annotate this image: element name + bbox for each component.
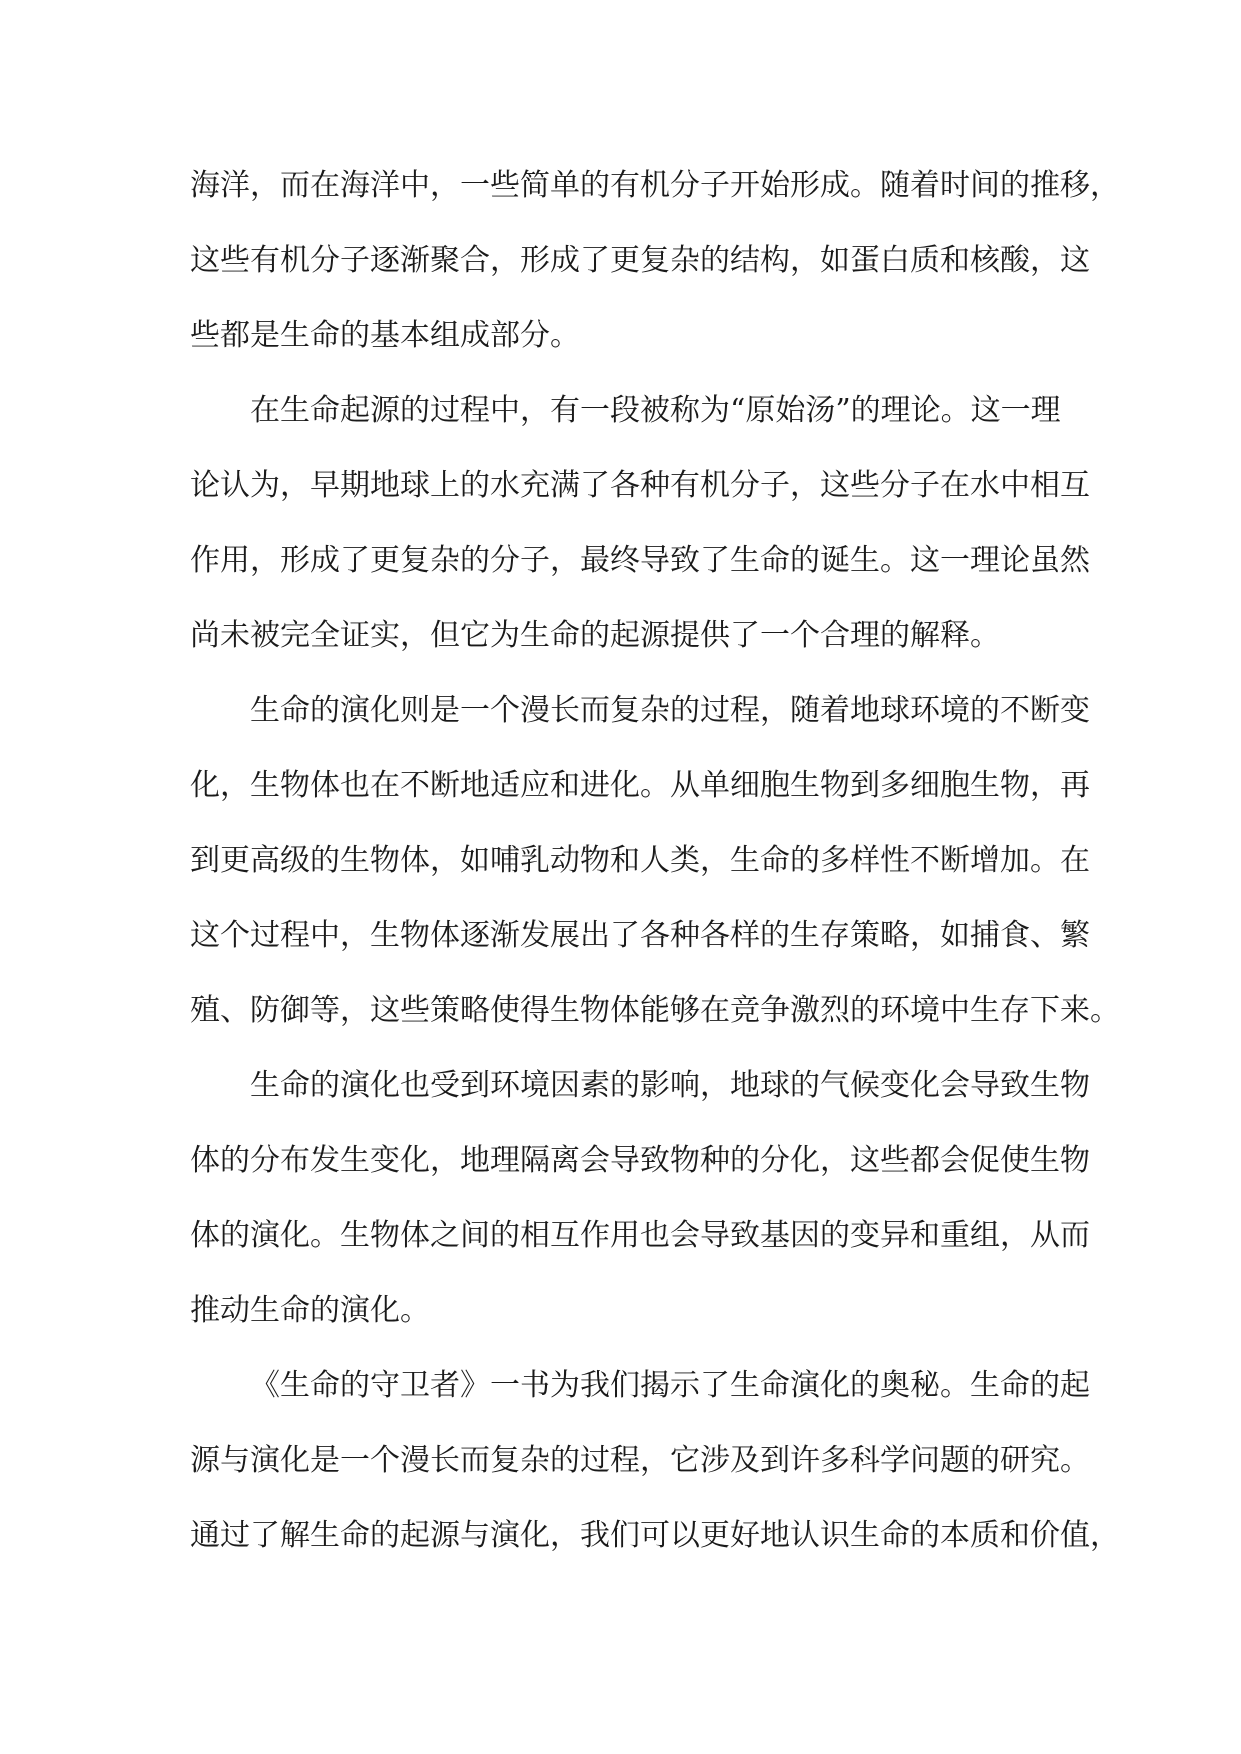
- text-line: 体的分布发生变化，地理隔离会导致物种的分化，这些都会促使生物: [190, 1143, 1090, 1178]
- text-line: 到更高级的生物体，如哺乳动物和人类，生命的多样性不断增加。在: [190, 843, 1090, 878]
- text-line: 体的演化。生物体之间的相互作用也会导致基因的变异和重组，从而: [190, 1218, 1090, 1253]
- text-line: 这个过程中，生物体逐渐发展出了各种各样的生存策略，如捕食、繁: [190, 918, 1090, 953]
- text-line: 推动生命的演化。: [190, 1293, 430, 1328]
- text-line: 海洋，而在海洋中，一些简单的有机分子开始形成。随着时间的推移，: [190, 168, 1120, 203]
- text-line: 论认为，早期地球上的水充满了各种有机分子，这些分子在水中相互: [190, 468, 1090, 503]
- text-line: 这些有机分子逐渐聚合，形成了更复杂的结构，如蛋白质和核酸，这: [190, 243, 1090, 278]
- text-line: 尚未被完全证实，但它为生命的起源提供了一个合理的解释。: [190, 618, 1000, 653]
- text-line: 生命的演化则是一个漫长而复杂的过程，随着地球环境的不断变: [250, 693, 1090, 728]
- text-line: 通过了解生命的起源与演化，我们可以更好地认识生命的本质和价值，: [190, 1518, 1120, 1553]
- text-line: 《生命的守卫者》一书为我们揭示了生命演化的奥秘。生命的起: [250, 1368, 1090, 1403]
- body-text: [190, 148, 1120, 1573]
- paragraph: [190, 1348, 1120, 1573]
- paragraph: [190, 148, 1120, 373]
- paragraph: [190, 1048, 1090, 1348]
- text-line: 作用，形成了更复杂的分子，最终导致了生命的诞生。这一理论虽然: [190, 543, 1090, 578]
- text-line: 些都是生命的基本组成部分。: [190, 318, 580, 353]
- text-line: 生命的演化也受到环境因素的影响，地球的气候变化会导致生物: [250, 1068, 1090, 1103]
- text-line: 殖、防御等，这些策略使得生物体能够在竞争激烈的环境中生存下来。: [190, 993, 1120, 1028]
- paragraph: [190, 673, 1120, 1048]
- text-line: 源与演化是一个漫长而复杂的过程，它涉及到许多科学问题的研究。: [190, 1443, 1090, 1478]
- paragraph: [190, 373, 1090, 673]
- text-line: 化，生物体也在不断地适应和进化。从单细胞生物到多细胞生物，再: [190, 768, 1090, 803]
- text-line: 在生命起源的过程中，有一段被称为“原始汤”的理论。这一理: [250, 393, 1061, 428]
